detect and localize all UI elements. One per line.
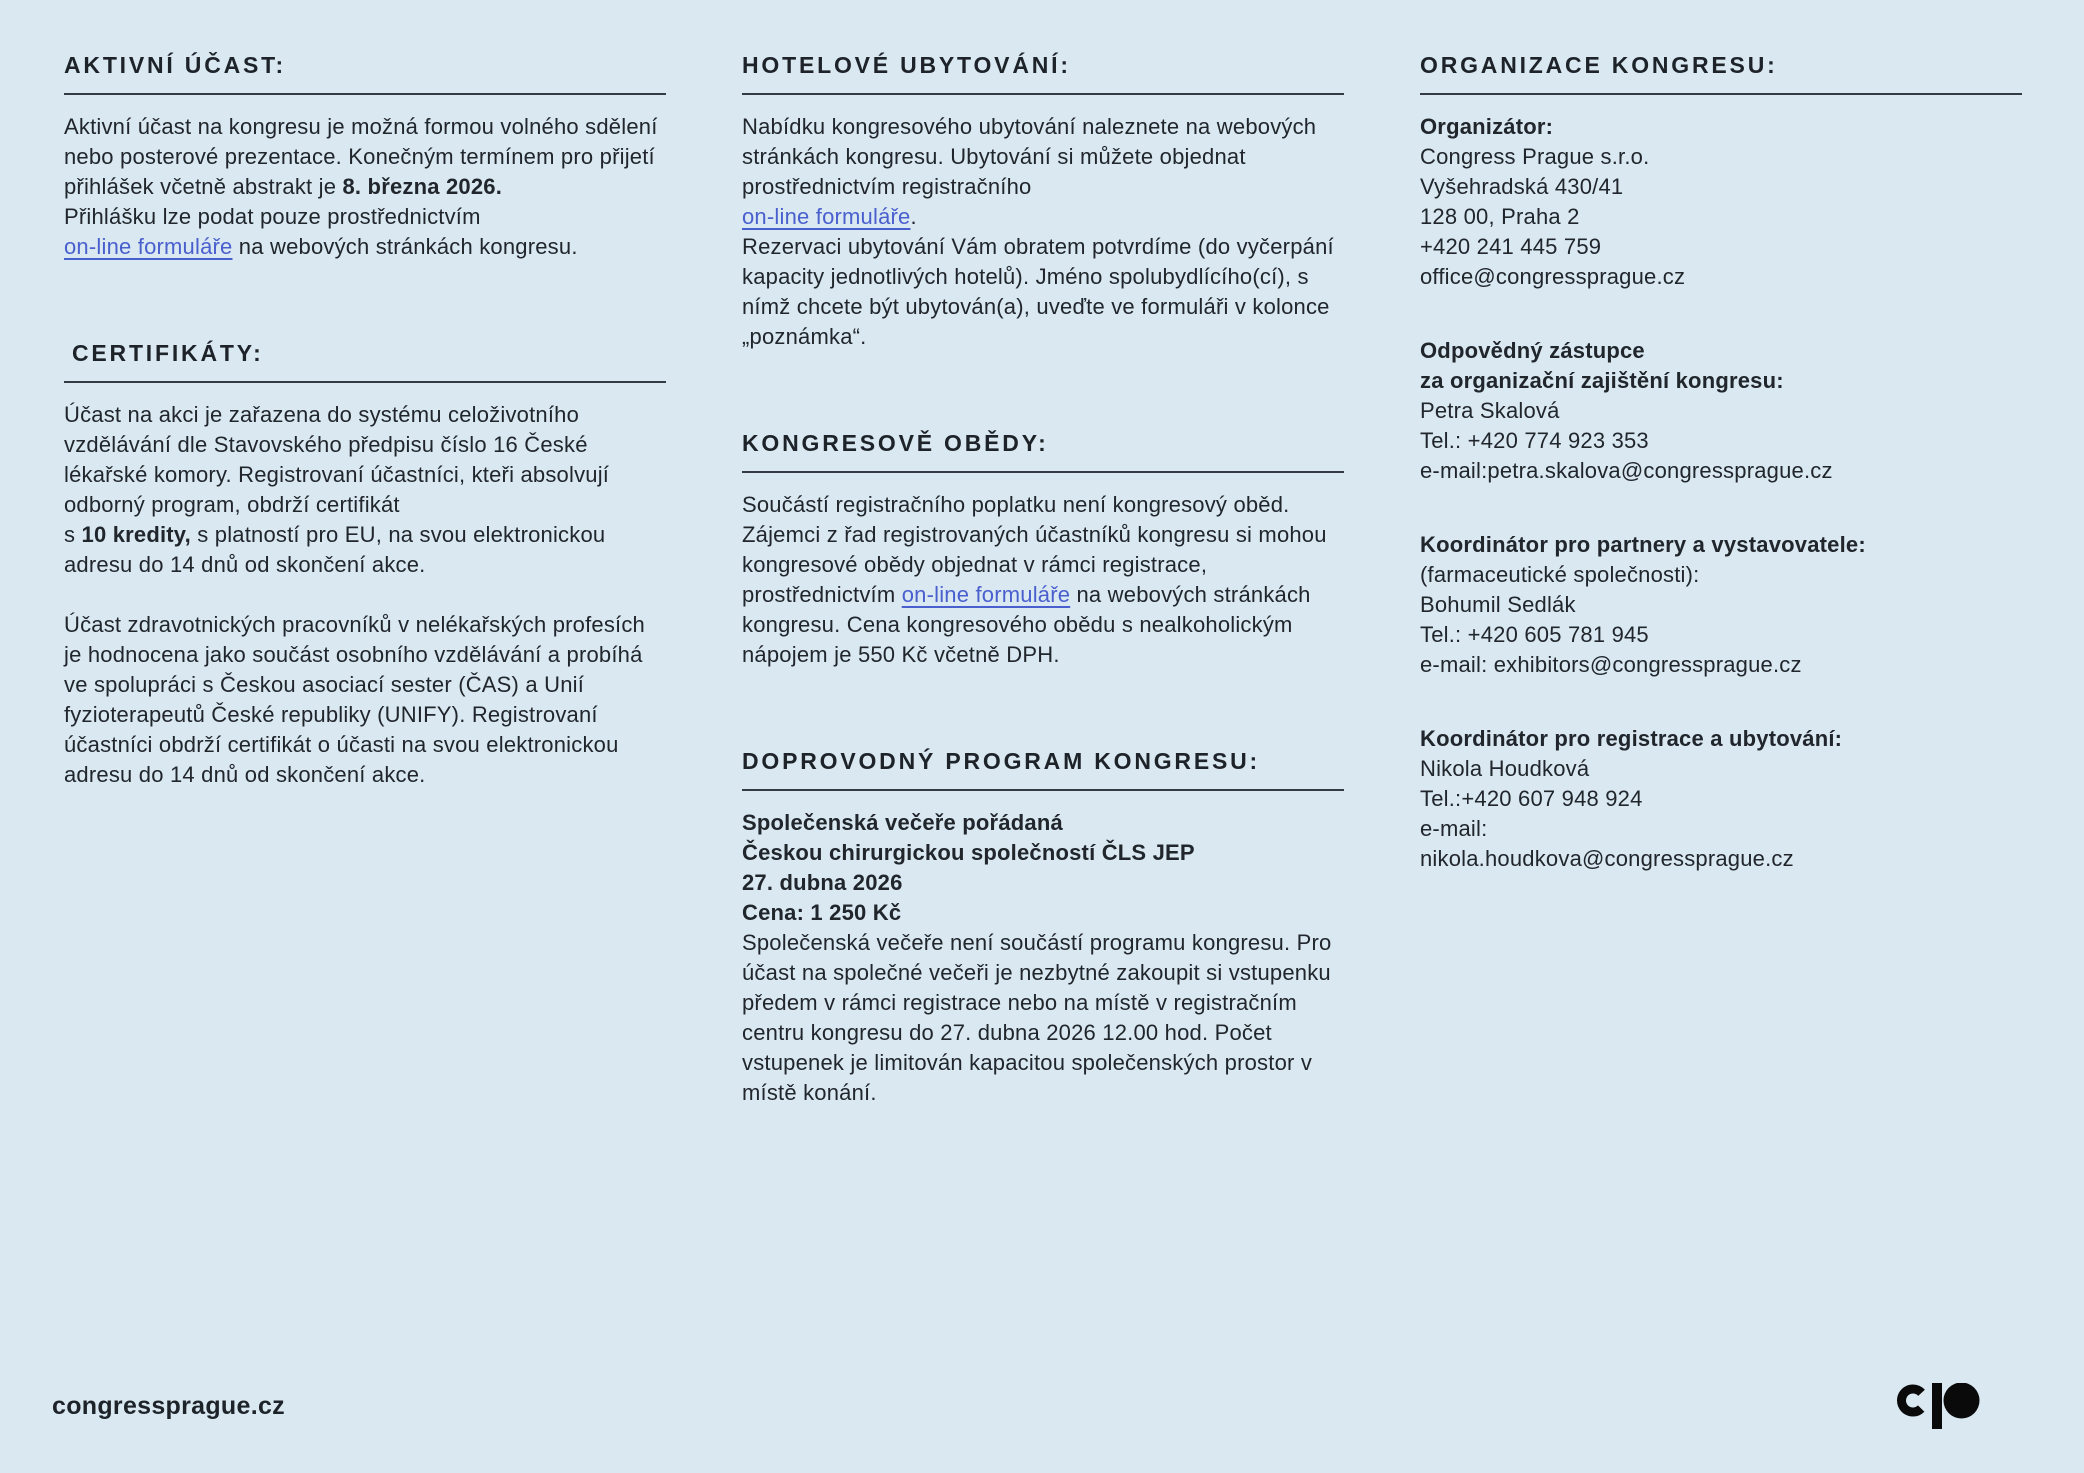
organizer-city: 128 00, Praha 2 [1420,204,1580,229]
text-segment: s [64,522,82,547]
dinner-title-bold: Společenská večeře pořádaná [742,810,1063,835]
section-congress-organization [1420,52,2022,874]
certificates-paragraph-2: Účast zdravotnických pracovníků v nelékařských profesích je hodnocena jako součást osobního vzdělávání a probíhá ve spolupráci s Českou asociací sester (ČAS) a Unií fyzioterapeutů České republiky (UNIFY). Registrovaní účastníci obdrží certifikát o účasti na svou elektronickou adresu do 14 dnů od skončení akce. [64,612,645,787]
section-certificates [64,340,666,790]
organizer-phone: +420 241 445 759 [1420,234,1602,259]
section-title-hotel: HOTELOVÉ UBYTOVÁNÍ: [742,52,1344,95]
registration-email: nikola.houdkova@congressprague.cz [1420,846,1794,871]
column-middle [742,52,1344,1108]
lunches-text [742,490,1344,670]
dinner-organizer-bold: Českou chirurgickou společností ČLS JEP [742,840,1195,865]
partners-phone: Tel.: +420 605 781 945 [1420,622,1649,647]
organizer-label: Organizátor: [1420,114,1554,139]
text-segment: s platností pro EU, na svou elektronickou adresu do 14 dnů od skončení akce. [64,522,606,577]
active-participation-text [64,112,666,262]
deadline-date-bold: 8. března 2026. [342,174,503,199]
text-segment: na webových stránkách kongresu. [232,234,578,259]
partners-email: e-mail: exhibitors@congressprague.cz [1420,652,1802,677]
registration-label: Koordinátor pro registrace a ubytování: [1420,726,1843,751]
dinner-price-bold: Cena: 1 250 Kč [742,900,902,925]
section-title-active-participation: AKTIVNÍ ÚČAST: [64,52,666,95]
deputy-email: e-mail:petra.skalova@congressprague.cz [1420,458,1833,483]
contact-block-deputy [1420,336,2022,486]
section-title-lunches: KONGRESOVĚ OBĚDY: [742,430,1344,473]
certificates-paragraph-1 [64,400,666,580]
contact-block-partners-coordinator [1420,530,2022,680]
section-accompanying-program [742,748,1344,1108]
organizer-email: office@congressprague.cz [1420,264,1686,289]
deputy-phone: Tel.: +420 774 923 353 [1420,428,1649,453]
section-active-participation [64,52,666,262]
partners-name: Bohumil Sedlák [1420,592,1576,617]
congress-prague-logo-icon [1897,1383,1980,1429]
contact-block-organizer [1420,112,2022,292]
program-text [742,808,1344,1108]
online-form-link[interactable]: on-line formuláře [64,234,233,259]
text-segment: Součástí registračního poplatku není kongresový oběd. Zájemci z řad registrovaných účastníků kongresu si mohou kongresové obědy objednat v rámci registrace, prostřednictvím [742,492,1327,607]
dinner-date-bold: 27. dubna 2026 [742,870,903,895]
section-title-organization: ORGANIZACE KONGRESU: [1420,52,2022,95]
text-segment: Rezervaci ubytování Vám obratem potvrdíme (do vyčerpání kapacity jednotlivých hotelů). Jméno spolubydlícího(cí), s nímž chcete být ubytován(a), uveďte ve formuláři v kolonce „poznámka“. [742,234,1334,349]
online-form-link[interactable]: on-line formuláře [901,582,1071,607]
contact-block-registration-coordinator [1420,724,2022,874]
partners-note: (farmaceutické společnosti): [1420,562,1700,587]
registration-name: Nikola Houdková [1420,756,1590,781]
organizer-company: Congress Prague s.r.o. [1420,144,1650,169]
column-left [64,52,666,1108]
text-segment: Společenská večeře není součástí programu kongresu. Pro účast na společné večeři je nezbytné zakoupit si vstupenku předem v rámci registrace nebo na místě v registračním centru kongresu do 27. dubna 2026 12.00 hod. Počet vstupenek je limitován kapacitou společenských prostor v místě konání. [742,930,1332,1105]
partners-label: Koordinátor pro partnery a vystavovatele: [1420,532,1866,557]
column-right [1420,52,2022,1108]
text-segment: Účast na akci je zařazena do systému celoživotního vzdělávání dle Stavovského předpisu číslo 16 České lékařské komory. Registrovaní účastníci, kteři absolvují odborný program, obdrží certifikát [64,402,610,517]
online-form-link[interactable]: on-line formuláře [742,204,911,229]
text-segment: Přihlášku lze podat pouze prostřednictvím [64,204,481,229]
logo-svg [1897,1383,1980,1429]
registration-phone: Tel.:+420 607 948 924 [1420,786,1643,811]
footer-website: congressprague.cz [52,1392,285,1420]
section-title-certificates: CERTIFIKÁTY: [64,340,666,383]
deputy-label-line2: za organizační zajištění kongresu: [1420,368,1784,393]
organizer-street: Vyšehradská 430/41 [1420,174,1624,199]
hotel-text [742,112,1344,352]
text-segment: Aktivní účast na kongresu je možná formou volného sdělení nebo posterové prezentace. Konečným termínem pro přijetí přihlášek včetně abstrakt je [64,114,658,199]
section-congress-lunches [742,430,1344,670]
registration-email-label: e-mail: [1420,816,1488,841]
text-segment: . [910,204,917,229]
credits-bold: 10 kredity, [81,522,191,547]
deputy-label-line1: Odpovědný zástupce [1420,338,1645,363]
text-segment: Nabídku kongresového ubytování naleznete na webových stránkách kongresu. Ubytování si můžete objednat prostřednictvím registračního [742,114,1317,199]
section-hotel-accommodation [742,52,1344,352]
deputy-name: Petra Skalová [1420,398,1560,423]
section-title-program: DOPROVODNÝ PROGRAM KONGRESU: [742,748,1344,791]
text-segment: na webových stránkách kongresu. Cena kongresového obědu s nealkoholickým nápojem je 550 Kč včetně DPH. [742,582,1311,667]
